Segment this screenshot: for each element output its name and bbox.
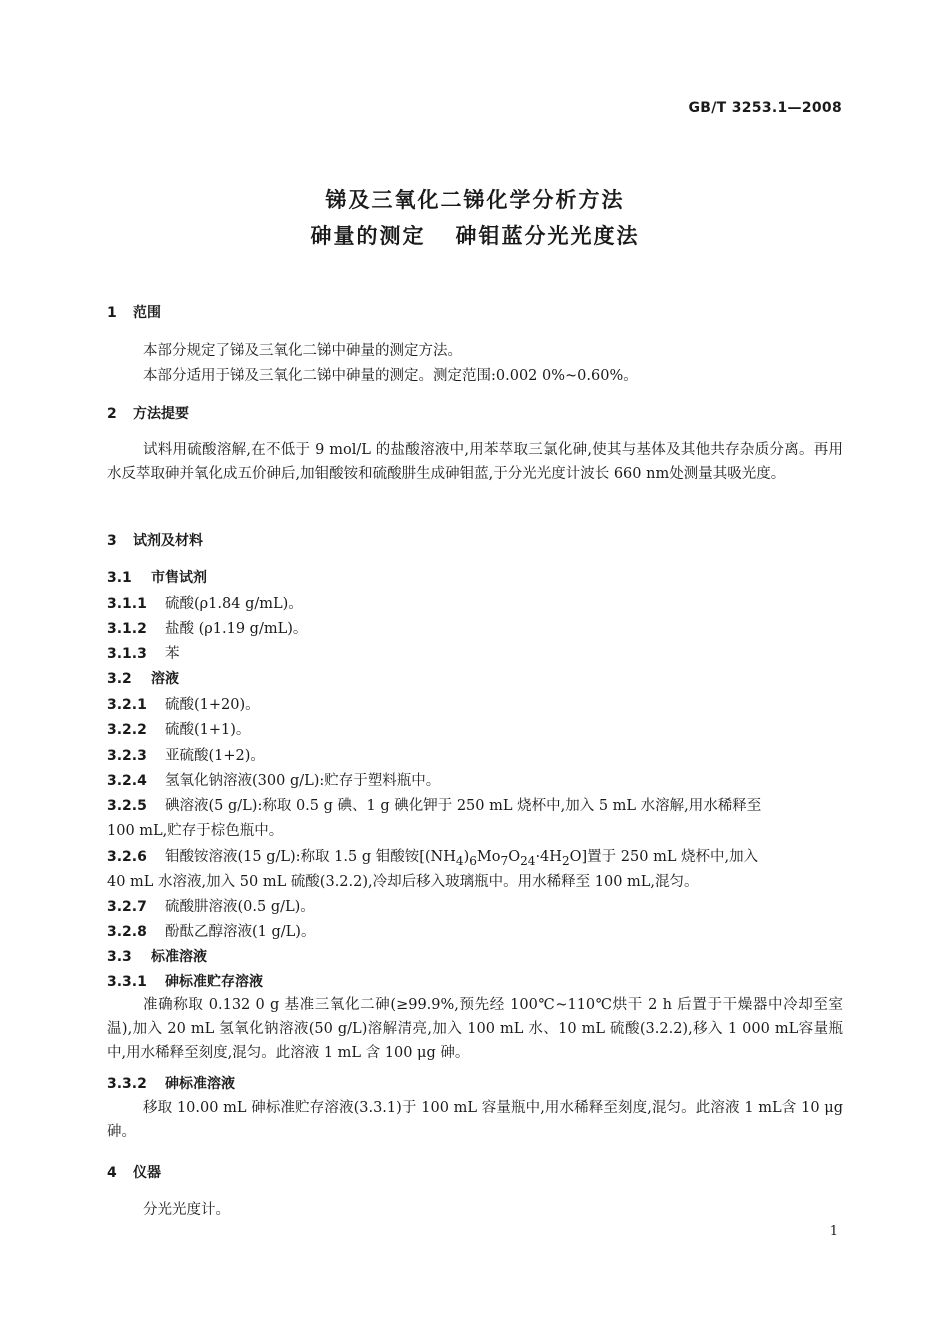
section-3-2-heading: 3.2 溶液 [107, 671, 179, 687]
section-1-para-1: 本部分规定了锑及三氧化二锑中砷量的测定方法。 [143, 343, 462, 359]
item-3-2-5-cont: 100 mL,贮存于棕色瓶中。 [107, 823, 284, 839]
item-3-2-4: 3.2.4 氢氧化钠溶液(300 g/L):贮存于塑料瓶中。 [107, 773, 441, 789]
section-2-heading: 2 方法提要 [107, 406, 189, 422]
title-part-a: 砷量的测定 [310, 224, 426, 248]
standard-number: GB/T 3253.1—2008 [688, 100, 842, 116]
item-3-2-5: 3.2.5 碘溶液(5 g/L):称取 0.5 g 碘、1 g 碘化钾于 250 mL 烧杯中,加入 5 mL 水溶解,用水稀释至 [107, 798, 762, 814]
section-3-heading: 3 试剂及材料 [107, 533, 203, 549]
document-title-line1: 锑及三氧化二锑化学分析方法 [325, 188, 625, 212]
page-number: 1 [829, 1224, 838, 1239]
item-3-2-8: 3.2.8 酚酞乙醇溶液(1 g/L)。 [107, 924, 316, 940]
item-3-3-1-para: 准确称取 0.132 0 g 基准三氧化二砷(≥99.9%,预先经 100℃~110℃烘干 2 h 后置于干燥器中冷却至室温),加入 20 mL 氢氧化钠溶液(50 g/L)溶解清亮,加入 100 mL 水、10 mL 硫酸(3.2.2),移入 1 000 mL容量瓶中,用水稀释至刻度,混匀。此溶液 1 mL 含 100 μg 砷。 [107, 997, 843, 1061]
document-title-line2 [0, 220, 950, 250]
item-3-2-1: 3.2.1 硫酸(1+20)。 [107, 697, 260, 713]
item-3-2-6-cont: 40 mL 水溶液,加入 50 mL 硫酸(3.2.2),冷却后移入玻璃瓶中。用水稀释至 100 mL,混匀。 [107, 874, 699, 890]
section-1-heading: 1 范围 [107, 305, 161, 321]
item-3-3-2-para: 移取 10.00 mL 砷标准贮存溶液(3.3.1)于 100 mL 容量瓶中,用水稀释至刻度,混匀。此溶液 1 mL含 10 μg 砷。 [107, 1100, 843, 1140]
item-3-3-1-heading: 3.3.1 砷标准贮存溶液 [107, 974, 263, 990]
section-2-para: 试料用硫酸溶解,在不低于 9 mol/L 的盐酸溶液中,用苯萃取三氯化砷,使其与基体及其他共存杂质分离。再用水反萃取砷并氧化成五价砷后,加钼酸铵和硫酸肼生成砷钼蓝,于分光光度计波长 660 nm处测量其吸光度。 [107, 442, 843, 482]
section-4-heading: 4 仪器 [107, 1165, 161, 1181]
item-3-2-2: 3.2.2 硫酸(1+1)。 [107, 722, 251, 738]
item-3-2-3: 3.2.3 亚硫酸(1+2)。 [107, 748, 265, 764]
section-3-1-heading: 3.1 市售试剂 [107, 570, 207, 586]
item-3-3-2-heading: 3.3.2 砷标准溶液 [107, 1076, 235, 1092]
title-part-b: 砷钼蓝分光光度法 [455, 224, 640, 248]
section-4-para: 分光光度计。 [143, 1202, 230, 1218]
item-3-2-7: 3.2.7 硫酸肼溶液(0.5 g/L)。 [107, 899, 315, 915]
item-3-1-1: 3.1.1 硫酸(ρ1.84 g/mL)。 [107, 596, 303, 612]
item-3-2-6: 3.2.6 钼酸铵溶液(15 g/L):称取 1.5 g 钼酸铵$[(NH_4)_6Mo_7O_{24}\cdot 4H_2O]$置于 250 mL 烧杯中,加入 [107, 849, 759, 868]
item-3-1-3: 3.1.3 苯 [107, 646, 180, 662]
section-3-3-heading: 3.3 标准溶液 [107, 949, 207, 965]
item-3-1-2: 3.1.2 盐酸 (ρ1.19 g/mL)。 [107, 621, 308, 637]
section-1-para-2: 本部分适用于锑及三氧化二锑中砷量的测定。测定范围:0.002 0%~0.60%。 [143, 368, 638, 384]
